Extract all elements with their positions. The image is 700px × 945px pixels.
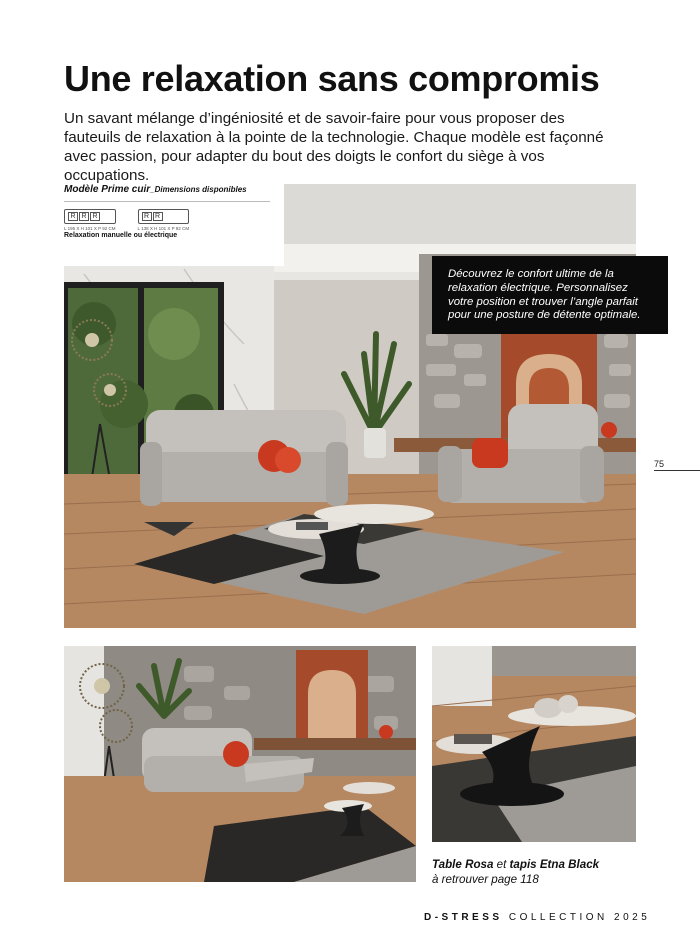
- photo-caption: [432, 857, 599, 887]
- config-three-seat: [64, 209, 116, 231]
- model-dimensions-block: [64, 184, 270, 239]
- footer-brand: D-STRESS: [424, 912, 503, 923]
- seat-icon: R: [79, 212, 89, 221]
- caption-product2: tapis Etna Black: [509, 858, 600, 871]
- model-heading: [64, 184, 270, 202]
- two-seat-sofa-icon: [138, 209, 190, 224]
- config-two-seat: [138, 209, 190, 231]
- table-rosa-photo: [432, 646, 636, 842]
- seat-icon: R: [142, 212, 152, 221]
- three-seat-dimensions: L 195 X H 101 X P 92 CM: [64, 226, 116, 231]
- config-row: [64, 209, 270, 231]
- intro-paragraph: Un savant mélange d’ingéniosité et de savoir-faire pour vous proposer des fauteuils de relaxation à la pointe de la technologie. Chaque modèle est façonné avec passion, pour adapter du bout des doigts le confort du siège à vos occupations.: [64, 110, 604, 184]
- page-number: 75: [654, 459, 665, 469]
- reclined-sofa-photo: [64, 646, 416, 882]
- page-title: Une relaxation sans compromis: [64, 58, 600, 99]
- seat-icon: R: [68, 212, 78, 221]
- dimensions-label: _Dimensions disponibles: [150, 185, 247, 194]
- caption-reference: à retrouver page 118: [432, 873, 539, 886]
- three-seat-sofa-icon: [64, 209, 116, 224]
- relaxation-type-label: Relaxation manuelle ou électrique: [64, 232, 178, 239]
- electric-relaxation-callout: Découvrez le confort ultime de la relaxation électrique. Personnalisez votre position et trouver l’angle parfait pour une posture de détente optimale.: [432, 256, 668, 334]
- model-name: Modèle Prime cuir: [64, 184, 151, 195]
- two-seat-dimensions: L 138 X H 101 X P 92 CM: [137, 226, 190, 231]
- footer-collection: COLLECTION 2025: [508, 912, 651, 923]
- reclined-sofa-illustration: [64, 646, 416, 882]
- main-living-room-photo: [64, 184, 636, 628]
- seat-icon: R: [90, 212, 100, 221]
- caption-joiner: et: [493, 858, 510, 871]
- seat-icon: R: [153, 212, 163, 221]
- table-rosa-illustration: [432, 646, 636, 842]
- page-number-rule: [654, 470, 700, 471]
- footer: [424, 912, 650, 923]
- caption-product: Table Rosa: [432, 858, 494, 871]
